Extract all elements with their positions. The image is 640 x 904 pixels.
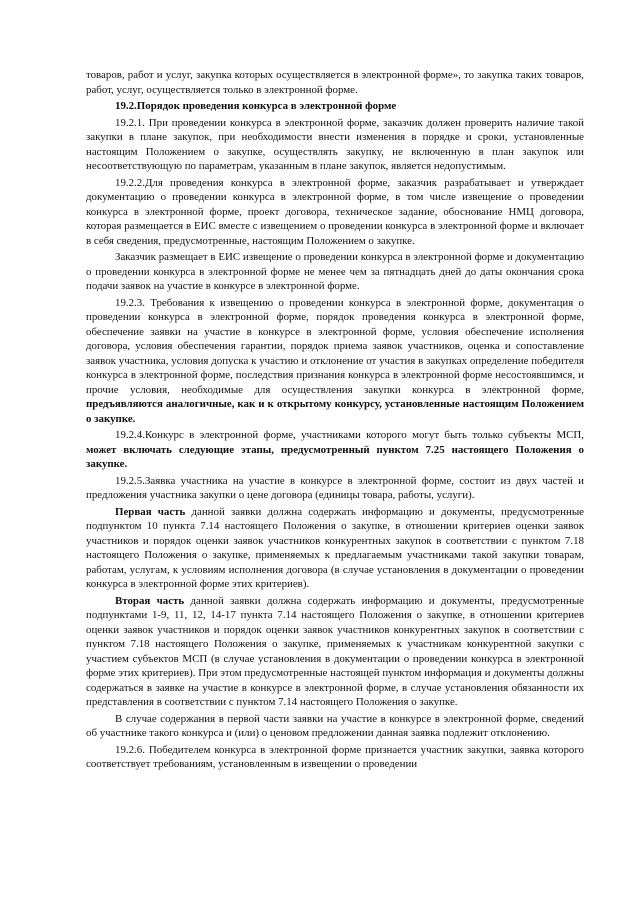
paragraph-second-part: Вторая часть данной заявки должна содержать информацию и документы, предусмотренные подпунктами 1-9, 11, 12, 14-17 пункта 7.14 настоящего Положения о закупке, в отношении критериев оценки заявок участников и порядок оценки заявок участников конкурентных закупок в соответствии с пунктом 7.18 настоящего Положения о закупке, применяемых к участникам конкурентной закупки с участием субъектов МСП (в случае установления в документации о проведении конкурса в электронной форме этих критериев). При этом предусмотренные настоящей пунктом информация и документы должны содержаться в заявке на участие в конкурсе в электронной форме, в случае установления обязанности их представления в соответствии с пунктом 7.14 настоящего Положения о закупке. bbox=[86, 594, 584, 708]
document-body bbox=[86, 68, 584, 774]
paragraph-19-2-5: 19.2.5.Заявка участника на участие в конкурсе в электронной форме, состоит из двух частей и предложения участника закупки о цене договора (единицы товара, работы, услуги). bbox=[86, 474, 584, 501]
paragraph-19-2-3-bold: предъявляются аналогичные, как и к открытому конкурсу, установленные настоящим Положением о закупке. bbox=[86, 398, 584, 425]
paragraph-eis-publication: Заказчик размещает в ЕИС извещение о проведении конкурса в электронной форме и документацию о проведении конкурса в электронной форме не менее чем за пятнадцать дней до даты окончания срока подачи заявок на участие в конкурсе в электронной форме. bbox=[86, 251, 584, 292]
paragraph-19-2-2: 19.2.2.Для проведения конкурса в электронной форме, заказчик разрабатывает и утверждает документацию о проведении конкурса в электронной форме, в том числе извещение о проведении конкурса в электронной форме, проект договора, техническое задание, обоснование НМЦ договора, которая размещается в ЕИС вместе с извещением о проведении конкурса в электронной форме и включает в себя сведения, предусмотренные, настоящим Положением о закупке. bbox=[86, 176, 584, 247]
paragraph-19-2-3: 19.2.3. Требования к извещению о проведении конкурса в электронной форме, документация о проведении конкурса в электронной форме, порядок проведения конкурса в электронной форме, обеспечение заявки на участие в конкурсе в электронной форме, условия обеспечение исполнения договора, условия обеспечения гарантии, порядок приема заявок участников, оценка и сопоставление заявок участника, условия допуска к участию и отклонение от участия в закупках определение победителя конкурса в электронной форме, последствия признания конкурса в электронной форме несостоявшимся, и прочие условия, необходимые для осуществления закупки конкурса в электронной форме, предъявляются аналогичные, как и к открытому конкурсу, установленные настоящим Положением о закупке. bbox=[86, 296, 584, 425]
first-part-label: Первая часть bbox=[115, 505, 186, 518]
paragraph-19-2-1: 19.2.1. При проведении конкурса в электронной форме, заказчик должен проверить наличие такой закупки в плане закупок, при необходимости внести изменения в порядке и сроки, установленные настоящим Положением о закупке, осуществлять закупку, не включенную в план закупок или несоответствующую по параметрам, указанным в плане закупок, является недопустимым. bbox=[86, 116, 584, 172]
paragraph-rejection: В случае содержания в первой части заявки на участие в конкурсе в электронной форме, сведений об участнике такого конкурса и (или) о ценовом предложении данная заявка подлежит отклонению. bbox=[86, 712, 584, 739]
paragraph-first-part: Первая часть данной заявки должна содержать информацию и документы, предусмотренные подпунктом 10 пункта 7.14 настоящего Положения о закупке, в отношении критериев оценки заявок участников и порядок оценки заявок участников конкурентных закупок в соответствии с пунктом 7.18 настоящего Положения о закупке, применяемых к предлагаемым участниками такой закупки товарам, работам, услугам, к условиям исполнения договора (в случае установления в документации о проведении конкурса в электронной форме этих критериев). bbox=[86, 505, 584, 590]
paragraph-19-2-4-bold: может включать следующие этапы, предусмотренный пунктом 7.25 настоящего Положения о закупке. bbox=[86, 443, 584, 470]
paragraph-19-2-6: 19.2.6. Победителем конкурса в электронной форме признается участник закупки, заявка которого соответствует требованиям, установленным в извещении о проведении bbox=[86, 743, 584, 770]
second-part-label: Вторая часть bbox=[115, 594, 185, 607]
section-heading: 19.2.Порядок проведения конкурса в электронной форме bbox=[115, 100, 397, 112]
intro-paragraph: товаров, работ и услуг, закупка которых осуществляется в электронной форме», то закупка таких товаров, работ, услуг, осуществляется только в электронной форме. bbox=[86, 69, 584, 96]
paragraph-19-2-4: 19.2.4.Конкурс в электронной форме, участниками которого могут быть только субъекты МСП, может включать следующие этапы, предусмотренный пунктом 7.25 настоящего Положения о закупке. bbox=[86, 429, 584, 470]
